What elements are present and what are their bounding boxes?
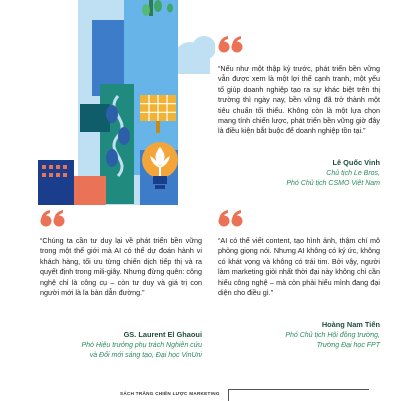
footer-frame [228,389,369,401]
sustainability-illustration [0,0,215,205]
author-role-3a: Phó Chủ tịch Hội đồng trường, [285,332,380,339]
cloud-shape [174,36,215,74]
author-role-2a: Phó Hiệu trưởng phụ trách Nghiên cứu [81,342,202,349]
quote-text-1: “Nếu như một thập kỷ trước, phát triển bền vững vẫn được xem là một lợi thế cạnh tranh, một yếu tố giúp doanh nghiệp tạo ra sự khác biệt trên thị trường thì ngày nay, bền vững đã trở thành một tiêu chuẩn tối thiểu. Không còn là một lựa chọn mang tính chiến lược, phát triển bền vững giờ đây là điều kiện bắt buộc để doanh nghiệp tồn tại.” [218,64,380,136]
footer-title: SÁCH TRẮNG CHIẾN LƯỢC MARKETING [120,391,220,396]
quote-text-3: “AI có thể viết content, tạo hình ảnh, thậm chí mô phỏng giọng nói. Nhưng AI không có ký ức, không có khát vọng và không có trái tim. Bởi vậy, người làm marketing giỏi nhất thời đại này không chỉ cần hiểu công nghệ – mà còn phải hiểu mình đang đại diện cho điều gì.” [218,236,380,298]
quote-mark-icon [218,36,244,54]
author-name-1: Lê Quốc Vinh [332,158,380,167]
author-role-3b: Trường Đại học FPT [316,342,380,349]
author-name-3: Hoàng Nam Tiến [321,320,380,329]
author-role-1a: Chủ tịch Le Bros, [326,170,380,177]
author-name-2: GS. Laurent El Ghaoui [123,330,202,339]
quote-mark-icon [218,210,244,228]
page-footer [0,389,400,400]
quote-mark-icon [40,210,66,228]
buildings-shape [38,160,74,205]
author-role-2b: và Đổi mới sáng tạo, Đại học VinUni [89,352,202,359]
author-role-1b: Phó Chủ tịch CSMO Việt Nam [286,180,380,187]
quote-text-2: “Chúng ta cần tư duy lại về phát triển bền vững trong một thế giới mà AI có thể dự đoán hành vi khách hàng, tối ưu từng chiến dịch tiếp thị và ra quyết định trong mili-giây. Nhưng đừng quên: công nghệ chỉ là công cụ – còn tư duy và giá trị con người mới là la bàn dẫn đường.” [40,236,202,298]
